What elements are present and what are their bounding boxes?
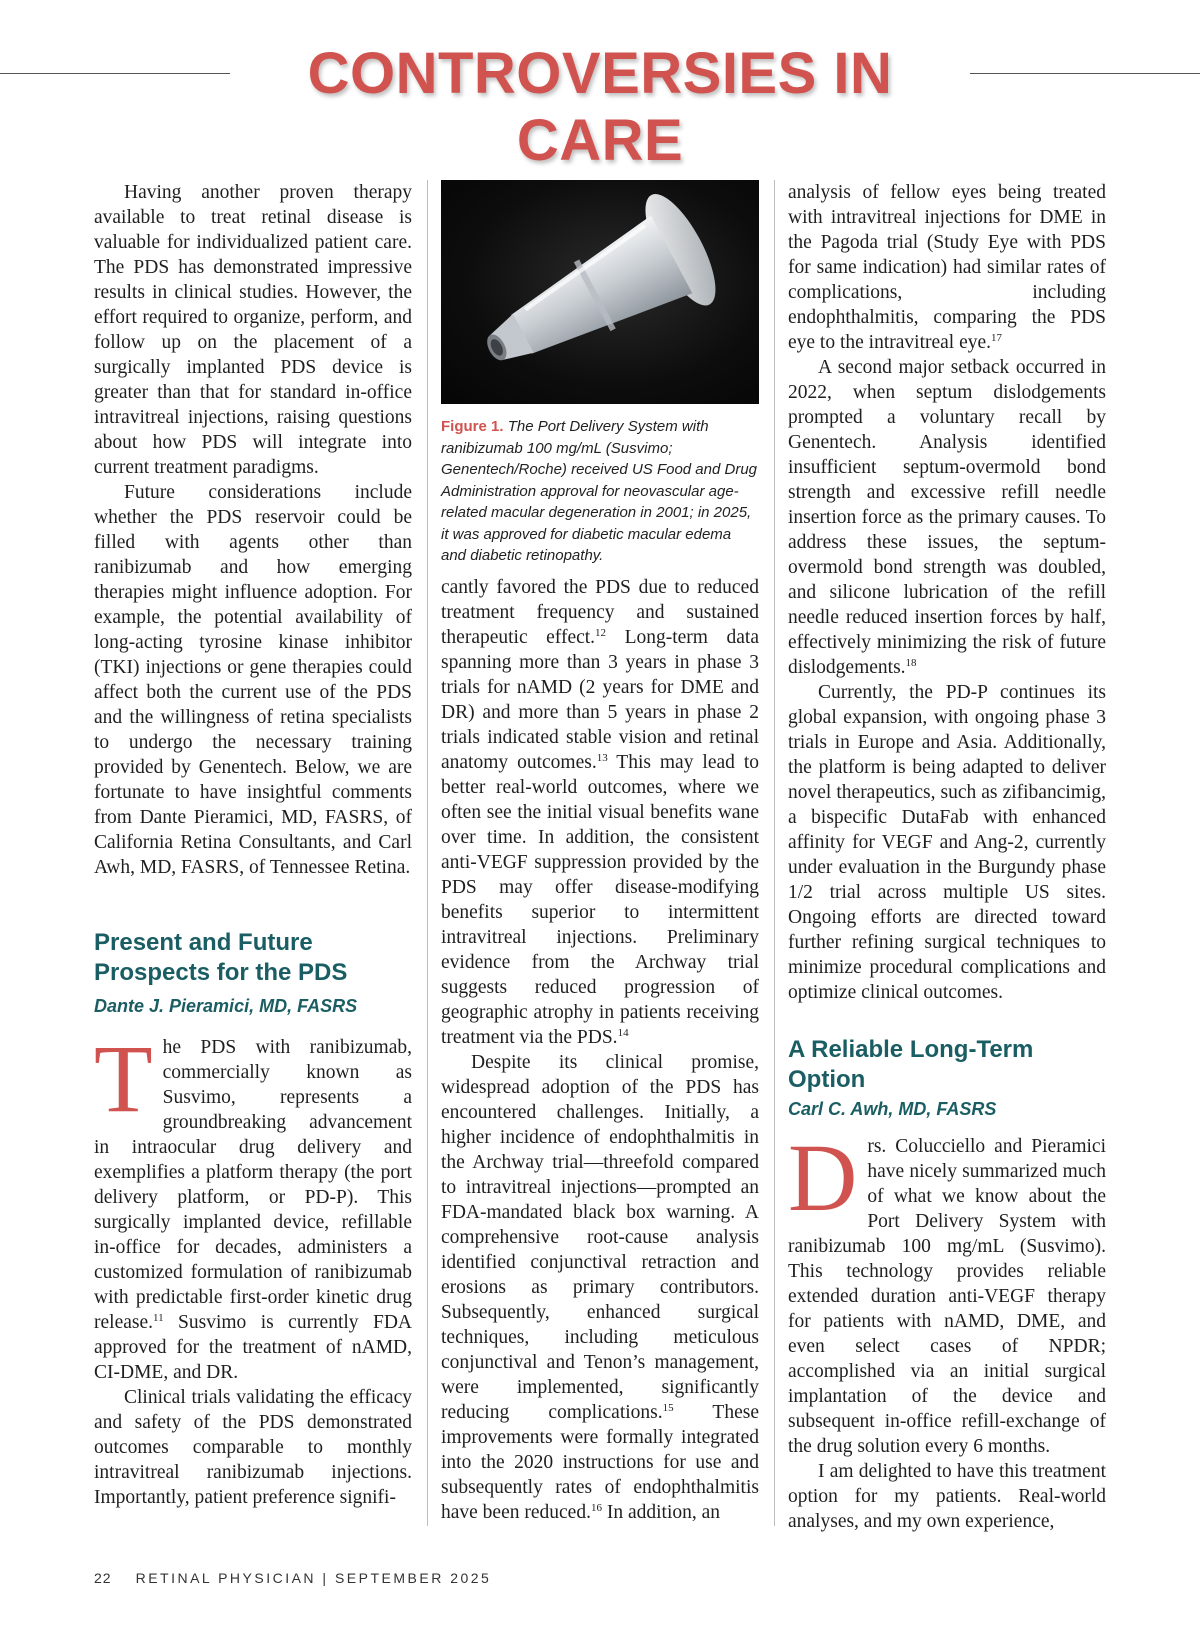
figure-label: Figure 1. (441, 418, 504, 435)
drop-cap: T (94, 1025, 153, 1132)
article-heading: Present and Future Prospects for the PDS (94, 929, 348, 986)
author-byline: Carl C. Awh, MD, FASRS (788, 1099, 997, 1119)
port-delivery-device-illustration (441, 180, 759, 404)
paragraph: Currently, the PD-P continues its global expansion, with ongoing phase 3 trials in Europe and Asia. Additionally, the platform is being adapted to deliver novel therapeutics, such as zifibancimig, a bispecific DutaFab with enhanced affinity for VEGF and Ang-2, currently under evaluation in the Burgundy phase 1/2 trial across multiple US sites. Ongoing efforts are directed toward further refining surgical techniques to minimize procedural complications and optimize clinical outcomes. (788, 682, 1106, 1003)
author-byline: Dante J. Pieramici, MD, FASRS (94, 996, 358, 1016)
paragraph: I am delighted to have this treatment option for my patients. Real-world analyses, and my own experience, (788, 1461, 1106, 1532)
section-title: CONTROVERSIES IN CARE (307, 41, 893, 173)
reference-mark: 13 (596, 751, 608, 764)
reference-mark: 14 (617, 1026, 629, 1039)
reference-mark: 15 (662, 1401, 674, 1414)
paragraph: Future considerations include whether the PDS reservoir could be filled with agents other than ranibizumab and how emerging therapies might influence adoption. For example, the potential availability of long-acting tyrosine kinase inhibitor (TKI) injections or gene therapies could affect both the current use of the PDS and the willingness of retina specialists to undergo the necessary training provided by Genentech. Below, we are fortunate to have insightful comments from Dante Pieramici, MD, FASRS, of California Retina Consultants, and Carl Awh, MD, FASRS, of Tennessee Retina. (94, 482, 412, 878)
column-1 (94, 180, 412, 1510)
paragraph: The PDS with ranibizumab, commercially known as Susvimo, represents a groundbreaking advancement in intraocular drug delivery and exemplifies a platform therapy (the port delivery platform, or PD-P). This surgically implanted device, refillable in-office for decades, administers a customized formulation of ranibizumab with predictable first-order kinetic drug release.$^{11}$ Susvimo is currently FDA approved for the treatment of nAMD, CI-DME, and DR. (94, 1025, 412, 1383)
paragraph: A second major setback occurred in 2022, when septum dislodgements prompted a voluntary recall by Genentech. Analysis identified insufficient septum-overmold bond strength and excessive refill needle insertion force as the primary causes. To address these issues, the septum-overmold bond strength was doubled, and silicone lubrication of the refill needle reduced insertion forces by half, effectively minimizing the risk of future dislodgements.$^{18}$ (788, 357, 1106, 678)
column-2 (441, 180, 759, 1525)
reference-mark: 18 (905, 657, 917, 669)
paragraph: Despite its clinical promise, widespread adoption of the PDS has encountered challenges. Initially, a higher incidence of endophthalmitis in the Archway trial—threefold compared to intravitreal injections—prompted an FDA-mandated black box warning. A comprehensive root-cause analysis identified conjunctival retraction and erosions as primary contributors. Subsequently, enhanced surgical techniques, including meticulous conjunctival and Tenon’s management, were implemented, significantly reducing complications.$^{15}$ These improvements were formally integrated into the 2020 instructions for use and subsequently rates of endophthalmitis have been reduced.$^{16}$ In addition, an (441, 1051, 759, 1523)
reference-mark: 17 (991, 332, 1003, 344)
page-footer (94, 1570, 491, 1586)
paragraph: Having another proven therapy available to treat retinal disease is valuable for individualized patient care. The PDS has demonstrated impressive results in clinical studies. However, the effort required to organize, perform, and follow up on the placement of a surgically implanted PDS device is greater than that for standard in-office intravitreal injections, raising questions about how PDS will integrate into current treatment paradigms. (94, 182, 412, 478)
drop-cap: D (788, 1124, 858, 1231)
article-heading: A Reliable Long-Term Option (788, 1036, 1034, 1093)
figure-image (441, 180, 759, 404)
figure-caption: Figure 1. The Port Delivery System with ranibizumab 100 mg/mL (Susvimo; Genentech/Roche) received US Food and Drug Administration approval for neovascular age-related macular degeneration in 2001; in 2025, it was approved for diabetic macular edema and diabetic retinopathy. (441, 418, 758, 564)
paragraph: Clinical trials validating the efficacy and safety of the PDS demonstrated outcomes comparable to monthly intravitreal ranibizumab injections. Importantly, patient preference signifi- (94, 1387, 412, 1508)
reference-mark: 12 (595, 626, 607, 639)
reference-mark: 11 (153, 1312, 164, 1324)
header-rule-left (0, 73, 230, 74)
header-rule-right (970, 73, 1200, 74)
publication-info: RETINAL PHYSICIAN | SEPTEMBER 2025 (135, 1570, 492, 1586)
column-3 (788, 180, 1106, 1534)
column-divider (427, 180, 428, 1526)
page-number: 22 (94, 1570, 112, 1586)
column-divider (774, 180, 775, 1526)
paragraph: Drs. Colucciello and Pieramici have nicely summarized much of what we know about the Port Delivery System with ranibizumab 100 mg/mL (Susvimo). This technology provides reliable extended duration anti-VEGF therapy for patients with nAMD, DME, and even select cases of NPDR; accomplished via an initial surgical implantation of the device and subsequent in-office refill-exchange of the drug solution every 6 months. (788, 1124, 1106, 1457)
paragraph: analysis of fellow eyes being treated with intravitreal injections for DME in the Pagoda trial (Study Eye with PDS for same indication) had similar rates of complications, including endophthalmitis, comparing the PDS eye to the intravitreal eye.$^{17}$ (788, 182, 1106, 353)
paragraph: cantly favored the PDS due to reduced treatment frequency and sustained therapeutic effect.$^{12}$ Long-term data spanning more than 3 years in phase 3 trials for nAMD (2 years for DME and DR) and more than 5 years in phase 2 trials indicated stable vision and retinal anatomy outcomes.$^{13}$ This may lead to better real-world outcomes, where we often see the initial visual benefits wane over time. In addition, the consistent anti-VEGF suppression provided by the PDS may offer disease-modifying benefits superior to intermittent intravitreal injections. Preliminary evidence from the Archway trial suggests reduced progression of geographic atrophy in patients receiving treatment via the PDS.$^{14}$ (441, 576, 759, 1048)
reference-mark: 16 (590, 1501, 602, 1514)
